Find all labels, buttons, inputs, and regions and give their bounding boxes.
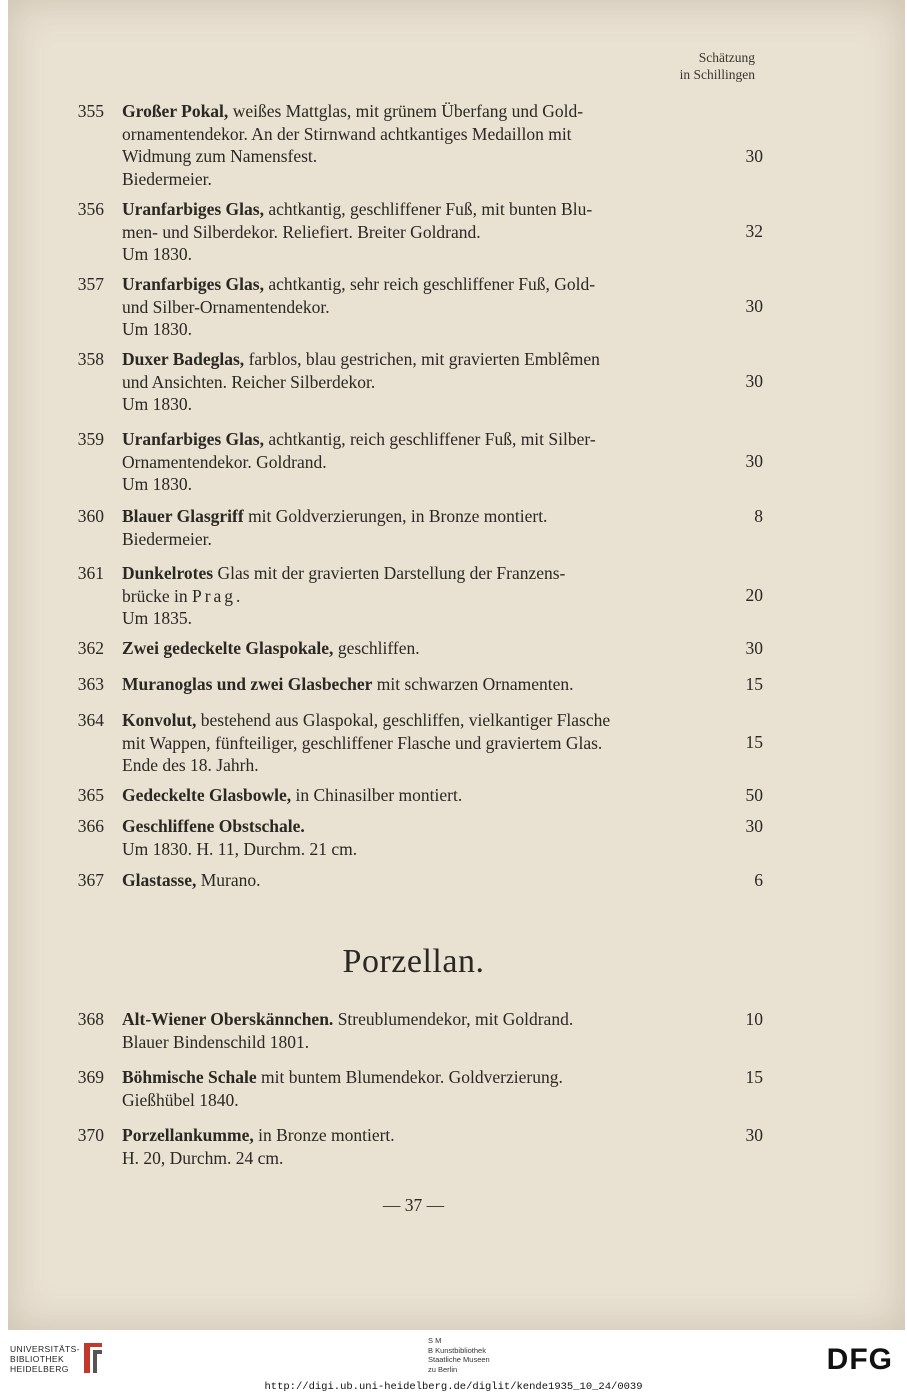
lot-title: Alt-Wiener Oberskännchen. <box>122 1009 334 1029</box>
lot-text: achtkantig, reich geschliffener Fuß, mit Silber- <box>268 429 596 449</box>
lot-text: bestehend aus Glaspokal, geschliffen, vielkantiger Flasche <box>200 710 611 730</box>
lot-price: 30 <box>745 146 763 166</box>
lot-date: Gießhübel 1840. <box>122 1089 239 1110</box>
lot-date: Ende des 18. Jahrh. <box>122 755 259 775</box>
lot-title: Duxer Badeglas, <box>122 349 245 369</box>
lot-date: Biedermeier. <box>122 168 212 189</box>
lot-title: Porzellankumme, <box>122 1125 254 1145</box>
lot-title: Zwei gedeckelte Glaspokale, <box>122 638 334 658</box>
lot-number: 364 <box>77 710 104 730</box>
lot-number: 370 <box>77 1125 104 1145</box>
lot-text: mit schwarzen Ornamenten. <box>376 674 574 694</box>
lot-date: Um 1830. <box>122 244 192 264</box>
lot-title: Konvolut, <box>122 710 197 730</box>
lot-text: und Ansichten. Reicher Silberdekor. <box>122 371 376 392</box>
lot-price: 15 <box>745 674 763 694</box>
lot-price: 30 <box>745 638 763 658</box>
dfg-logo: DFG <box>826 1343 893 1376</box>
estimate-column-header <box>555 49 755 83</box>
lot-number: 361 <box>77 563 104 583</box>
lot-title: Uranfarbiges Glas, <box>122 274 264 294</box>
lot-price: 30 <box>745 816 763 836</box>
library-line: UNIVERSITÄTS- <box>10 1344 80 1354</box>
paper-sheet <box>8 0 905 1330</box>
lot-date: Um 1830. <box>122 474 192 494</box>
lot-price: 15 <box>745 1067 763 1087</box>
lot-text: Glas mit der gravierten Darstellung der Franzens- <box>217 563 566 583</box>
lot-title: Uranfarbiges Glas, <box>122 429 264 449</box>
lot-text: ornamentendekor. An der Stirnwand achtkantiges Medaillon mit <box>122 123 572 144</box>
lot-place: Prag. <box>191 585 244 606</box>
header-line-1: Schätzung <box>698 50 755 65</box>
library-emblem-icon <box>80 1341 106 1375</box>
lot-text: geschliffen. <box>337 638 420 658</box>
lot-title: Blauer Glasgriff <box>122 506 244 526</box>
lot-text: mit buntem Blumendekor. Goldverzierung. <box>261 1067 563 1087</box>
lot-text: mit Goldverzierungen, in Bronze montiert. <box>248 506 548 526</box>
lot-text: Streublumendekor, mit Goldrand. <box>337 1009 574 1029</box>
lot-text: mit Wappen, fünfteiliger, geschliffener Flasche und graviertem Glas. <box>122 732 603 753</box>
lot-date: Um 1830. <box>122 319 192 339</box>
lot-title: Muranoglas und zwei Glasbecher <box>122 674 373 694</box>
header-line-2: in Schillingen <box>679 67 755 82</box>
library-line: BIBLIOTHEK <box>10 1354 65 1364</box>
lot-price: 6 <box>754 870 763 890</box>
lot-price: 15 <box>745 732 763 752</box>
lot-date: Biedermeier. <box>122 528 212 549</box>
lot-number: 356 <box>77 199 104 219</box>
stamp-line: Staatliche Museen <box>428 1355 490 1364</box>
stamp-line: S M <box>428 1336 442 1345</box>
page-number: — 37 — <box>382 1195 445 1215</box>
lot-number: 362 <box>77 638 104 658</box>
library-logo-text <box>10 1344 80 1374</box>
lot-date: Um 1830. <box>122 394 192 414</box>
lot-price: 30 <box>745 1125 763 1145</box>
stamp-line: B Kunstbibliothek <box>428 1345 486 1355</box>
lot-number: 369 <box>77 1067 104 1087</box>
lot-date: H. 20, Durchm. 24 cm. <box>122 1147 284 1168</box>
lot-text: farblos, blau gestrichen, mit gravierten Emblêmen <box>248 349 600 369</box>
lot-title: Dunkelrotes <box>122 563 214 583</box>
lot-text: brücke in <box>122 585 188 606</box>
lot-date: Blauer Bindenschild 1801. <box>122 1031 310 1052</box>
lot-title: Böhmische Schale <box>122 1067 257 1087</box>
lot-title: Glastasse, <box>122 870 197 890</box>
lot-price: 32 <box>745 221 763 241</box>
lot-text: Widmung zum Namensfest. <box>122 146 318 166</box>
lot-price: 50 <box>745 785 763 805</box>
lot-price: 30 <box>745 371 763 391</box>
lot-text: und Silber-Ornamentendekor. <box>122 296 330 317</box>
museum-stamp <box>428 1336 490 1374</box>
library-line: HEIDELBERG <box>10 1364 69 1374</box>
lot-price: 10 <box>745 1009 763 1029</box>
lot-text: in Chinasilber montiert. <box>295 785 463 805</box>
lot-price: 8 <box>754 506 763 526</box>
lot-number: 360 <box>77 506 104 526</box>
lot-text: men- und Silberdekor. Reliefiert. Breiter Goldrand. <box>122 221 481 242</box>
lot-text: in Bronze montiert. <box>258 1125 395 1145</box>
section-title: Porzellan. <box>342 943 485 980</box>
source-url-link[interactable]: http://digi.ub.uni-heidelberg.de/diglit/kende1935_10_24/0039 <box>264 1381 643 1393</box>
lot-number: 363 <box>77 674 104 694</box>
lot-title: Großer Pokal, <box>122 101 229 121</box>
lot-number: 358 <box>77 349 104 369</box>
lot-price: 30 <box>745 451 763 471</box>
lot-text: Murano. <box>200 870 261 890</box>
lot-number: 359 <box>77 429 104 449</box>
stamp-line: zu Berlin <box>428 1364 458 1374</box>
lot-price: 30 <box>745 296 763 316</box>
lot-title: Uranfarbiges Glas, <box>122 199 264 219</box>
lot-text: achtkantig, sehr reich geschliffener Fuß, Gold- <box>268 274 596 294</box>
lot-text: achtkantig, geschliffener Fuß, mit bunten Blu- <box>268 199 593 219</box>
lot-title: Geschliffene Obstschale. <box>122 816 305 836</box>
lot-number: 357 <box>77 274 104 294</box>
lot-title: Gedeckelte Glasbowle, <box>122 785 292 805</box>
lot-number: 365 <box>77 785 104 805</box>
lot-date: Um 1835. <box>122 608 192 628</box>
lot-text: Ornamentendekor. Goldrand. <box>122 451 327 472</box>
lot-number: 355 <box>77 101 104 121</box>
lot-number: 366 <box>77 816 104 836</box>
lot-price: 20 <box>745 585 763 605</box>
lot-number: 368 <box>77 1009 104 1029</box>
lot-text: weißes Mattglas, mit grünem Überfang und Gold- <box>232 101 584 121</box>
lot-date: Um 1830. H. 11, Durchm. 21 cm. <box>122 838 358 859</box>
lot-number: 367 <box>77 870 104 890</box>
